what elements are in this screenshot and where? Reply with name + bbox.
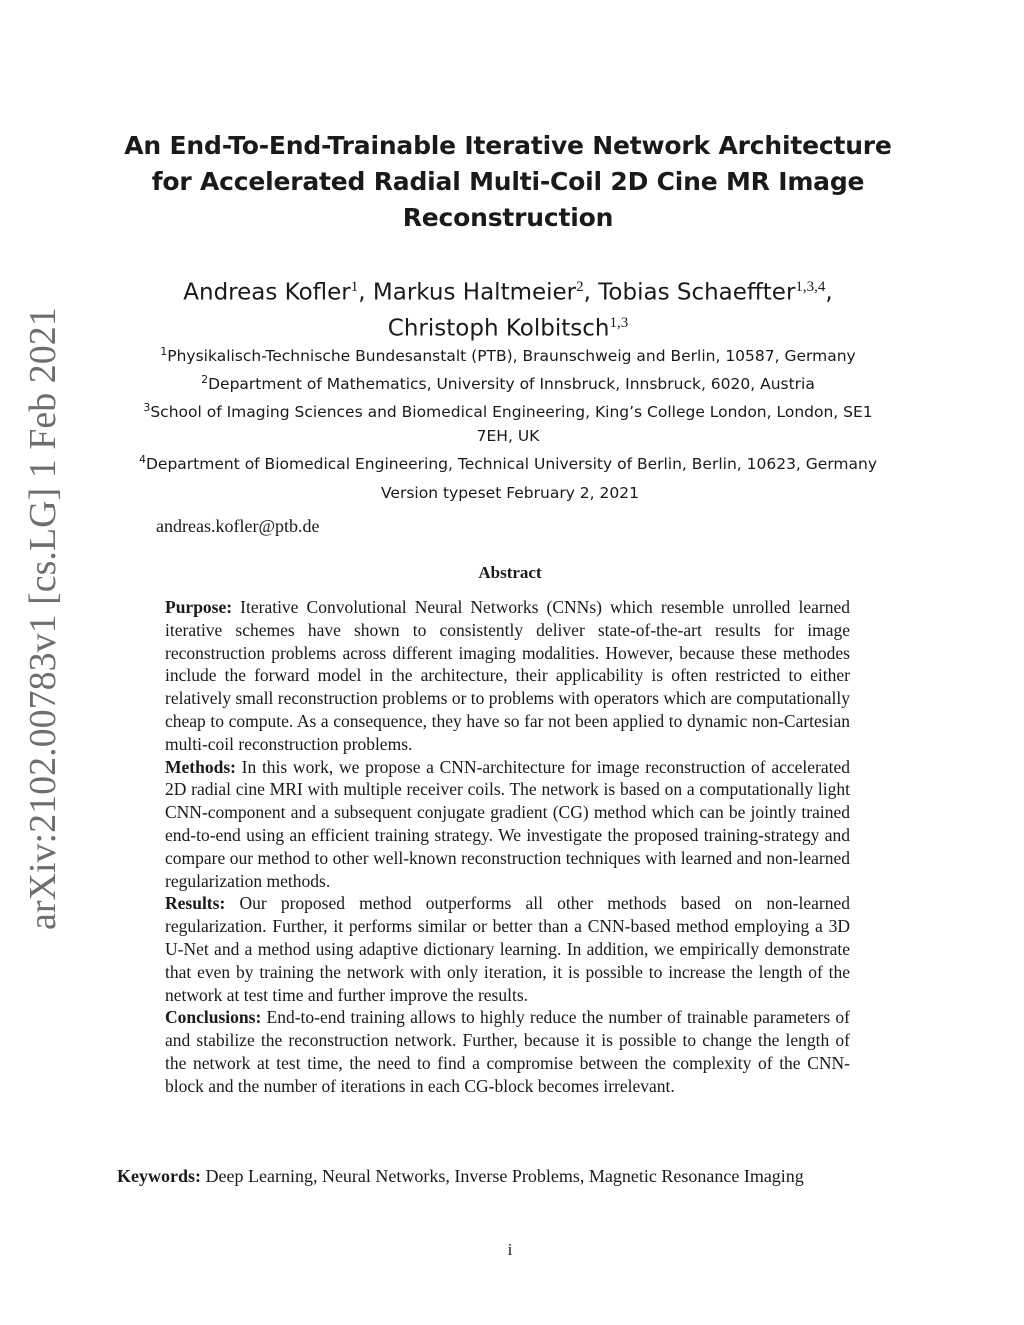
version-date: Version typeset February 2, 2021 bbox=[381, 484, 639, 502]
author-affil-mark: 1,3,4 bbox=[795, 279, 826, 295]
corresponding-email[interactable]: andreas.kofler@ptb.de bbox=[156, 516, 320, 536]
keywords-section bbox=[117, 1164, 897, 1188]
author-affil-mark: 2 bbox=[576, 279, 584, 295]
author-separator: , bbox=[583, 279, 599, 306]
affiliation-continuation: 7EH, UK bbox=[476, 427, 540, 446]
affiliation-text: Department of Biomedical Engineering, Technical University of Berlin, Berlin, 10623, Germany bbox=[145, 455, 878, 474]
abstract-conclusions bbox=[165, 1006, 850, 1097]
author-affil-mark: 1 bbox=[350, 279, 359, 295]
abstract-purpose bbox=[165, 596, 850, 756]
purpose-text: Iterative Convolutional Neural Networks (CNNs) which resemble unrolled learned iterative schemes have shown to consistently deliver state-of-the-art results for image reconstruction problems across different imaging modalities. However, because these methodes include the forward model in the architecture, their applicability is often restricted to either relatively small reconstruction problems or to problems with operators which are computationally cheap to compute. As a consequence, they have so far not been applied to dynamic non-Cartesian multi-coil reconstruction problems. bbox=[165, 597, 850, 754]
author-affil-mark: 1,3 bbox=[609, 314, 629, 331]
results-label: Results: bbox=[165, 893, 226, 914]
affiliation-item bbox=[108, 448, 908, 476]
abstract-body bbox=[165, 596, 850, 1098]
page-number: i bbox=[507, 1240, 513, 1259]
arxiv-identifier-stamp: arXiv:2102.00783v1 [cs.LG] 1 Feb 2021 bbox=[22, 307, 64, 930]
keywords-text: Deep Learning, Neural Networks, Inverse Problems, Magnetic Resonance Imaging bbox=[205, 1166, 804, 1186]
author-list bbox=[118, 272, 898, 343]
methods-label: Methods: bbox=[165, 756, 236, 777]
conclusions-text: End-to-end training allows to highly reduce the number of trainable parameters of and stabilize the reconstruction network. Further, because it is possible to change the length of the network at test time, the need to find a compromise between the complexity of the CNN-block and the number of iterations in each CG-block becomes irrelevant. bbox=[165, 1007, 851, 1096]
affiliation-number: 1 bbox=[160, 345, 168, 358]
abstract-methods bbox=[165, 756, 850, 893]
affiliation-item bbox=[108, 340, 908, 368]
affiliation-item bbox=[108, 396, 908, 424]
author-name: Tobias Schaeffter bbox=[598, 279, 796, 306]
affiliation-text: Department of Mathematics, University of Innsbruck, Innsbruck, 6020, Austria bbox=[208, 375, 815, 394]
affiliation-text: Physikalisch-Technische Bundesanstalt (PTB), Braunschweig and Berlin, 10587, Germany bbox=[167, 347, 856, 366]
author-name: Andreas Kofler bbox=[183, 279, 351, 306]
results-text: Our proposed method outperforms all other methods based on non-learned regularization. Further, it performs similar or better than a CNN-based method employing a 3D U-Net and a method using adaptive dictionary learning. In addition, we empirically demonstrate that even by training the network with only iteration, it is possible to increase the length of the network at test time and further improve the results. bbox=[165, 893, 851, 1005]
abstract-results bbox=[165, 892, 850, 1006]
author-separator: , bbox=[825, 279, 833, 306]
author-name: Markus Haltmeier bbox=[372, 279, 577, 306]
affiliation-list bbox=[108, 340, 908, 477]
affiliation-text: School of Imaging Sciences and Biomedical Engineering, King’s College London, London, SE1 bbox=[150, 403, 873, 422]
affiliation-number: 4 bbox=[138, 453, 146, 467]
affiliation-number: 3 bbox=[143, 401, 151, 415]
methods-text: In this work, we propose a CNN-architecture for image reconstruction of accelerated 2D radial cine MRI with multiple receiver coils. The network is based on a computationally light CNN-component and a subsequent conjugate gradient (CG) method which can be jointly trained end-to-end using an efficient training strategy. We investigate the proposed training-strategy and compare our method to other well-known reconstruction techniques with learned and non-learned regularization methods. bbox=[165, 756, 851, 891]
abstract-heading: Abstract bbox=[478, 563, 542, 582]
author-separator: , bbox=[358, 279, 373, 306]
paper-title bbox=[118, 128, 898, 236]
author-line-1 bbox=[118, 272, 898, 308]
author-name: Christoph Kolbitsch bbox=[387, 315, 610, 342]
conclusions-label: Conclusions: bbox=[165, 1007, 262, 1028]
affiliation-item bbox=[108, 368, 908, 396]
title-line-2: for Accelerated Radial Multi-Coil 2D Cine MR Image bbox=[151, 167, 865, 196]
title-line-1: An End-To-End-Trainable Iterative Network Architecture bbox=[124, 131, 892, 160]
affiliation-number: 2 bbox=[201, 373, 209, 387]
title-line-3: Reconstruction bbox=[402, 203, 614, 232]
author-line-2 bbox=[118, 308, 898, 344]
purpose-label: Purpose: bbox=[165, 597, 233, 617]
keywords-label: Keywords: bbox=[117, 1166, 201, 1186]
